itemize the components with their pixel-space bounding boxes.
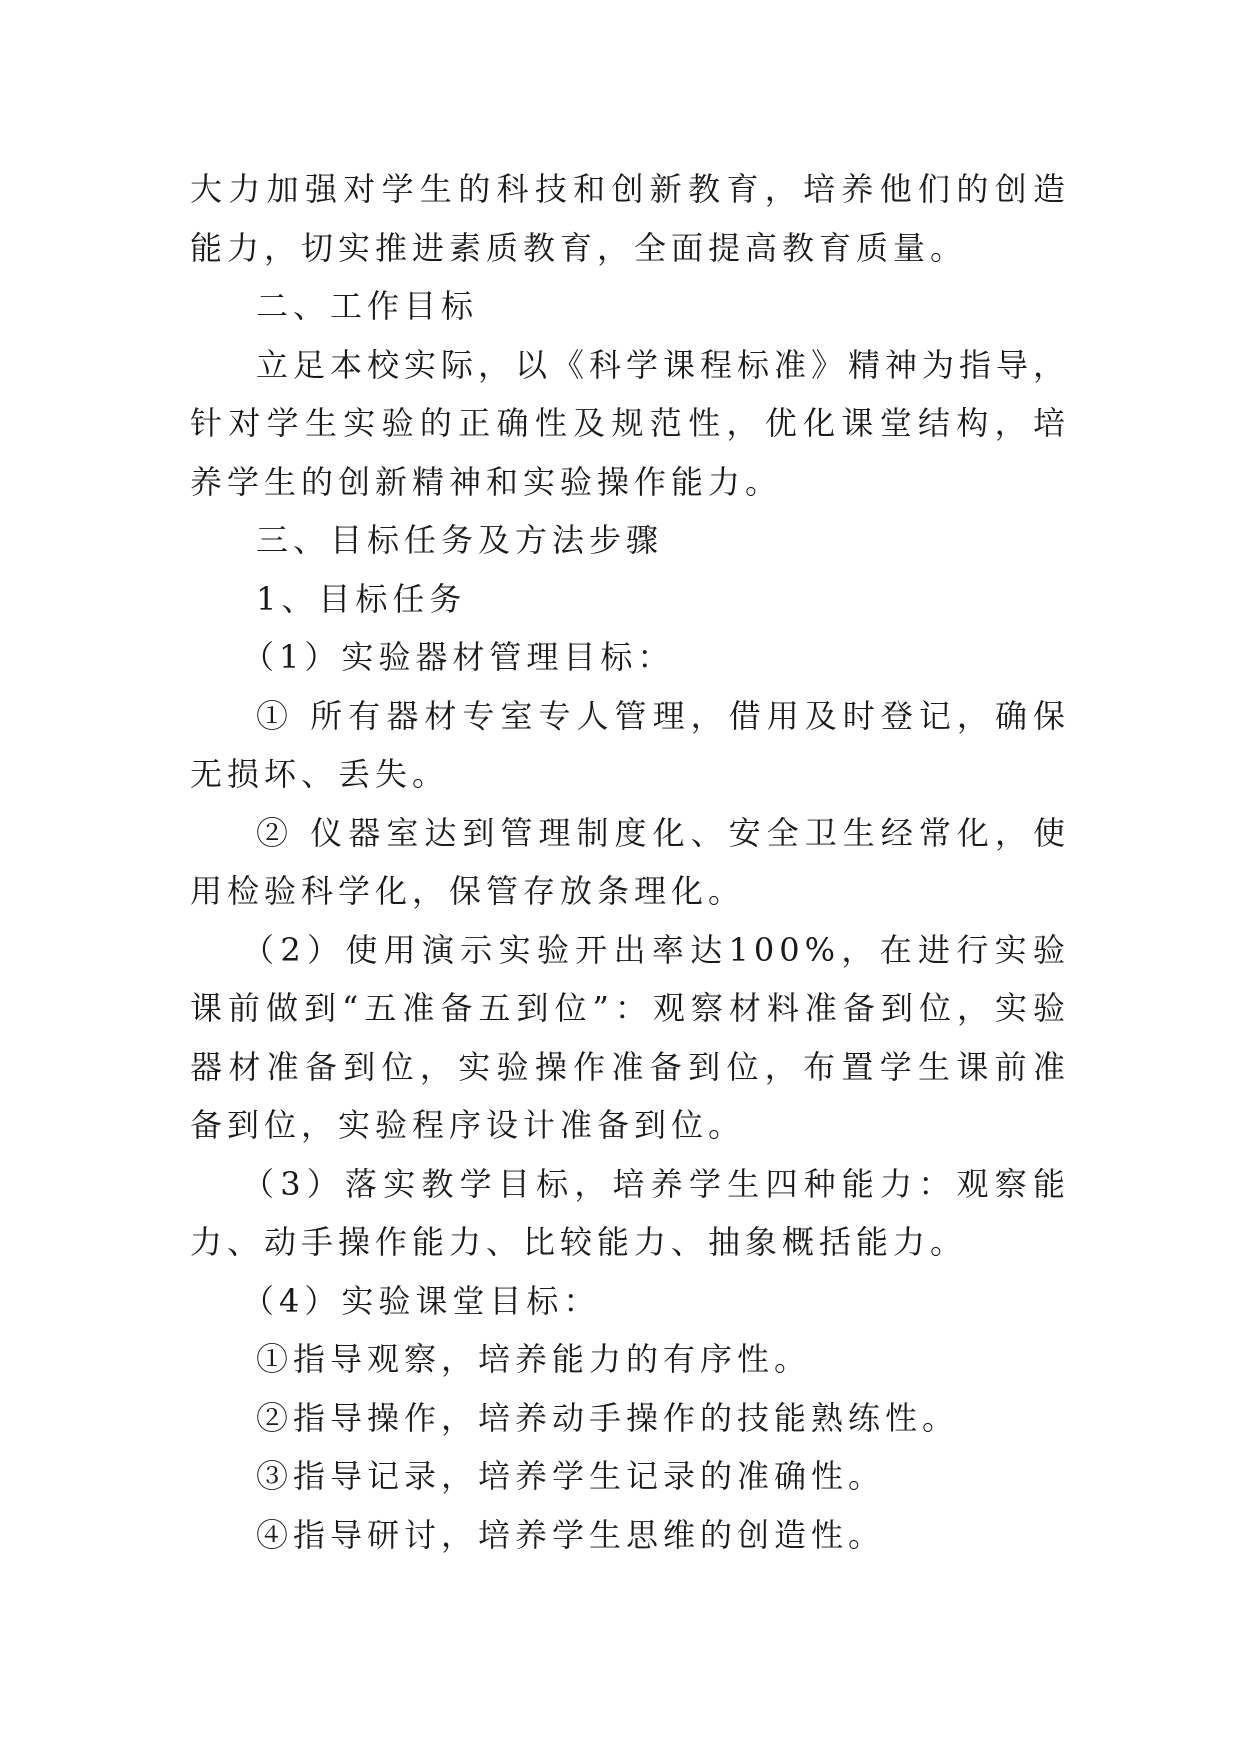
subitem-classroom-3: ③指导记录，培养学生记录的准确性。	[256, 1457, 886, 1495]
item-demo-experiments: （2）使用演示实验开出率达100%，在进行实验课前做到“五准备五到位”：观察材料准备到位，实验器材准备到位，实验操作准备到位，布置学生课前准备到位，实验程序设计准备到位。	[190, 930, 1070, 1144]
item-teaching-goals: （3）落实教学目标，培养学生四种能力：观察能力、动手操作能力、比较能力、抽象概括能力。	[190, 1164, 1070, 1261]
subitem-equipment-1: ① 所有器材专室专人管理，借用及时登记，确保无损坏、丢失。	[190, 696, 1070, 793]
section-heading-tasks-methods: 三、目标任务及方法步骤	[256, 521, 664, 559]
subitem-classroom-1: ①指导观察，培养能力的有序性。	[256, 1340, 812, 1378]
subitem-classroom-4: ④指导研讨，培养学生思维的创造性。	[256, 1515, 886, 1554]
item-classroom-goals: （4）实验课堂目标：	[242, 1281, 601, 1320]
document-body	[190, 160, 1070, 1564]
paragraph-work-goals: 立足本校实际，以《科学课程标准》精神为指导，针对学生实验的正确性及规范性，优化课堂结构，培养学生的创新精神和实验操作能力。	[190, 345, 1071, 501]
paragraph-intro-continued: 大力加强对学生的科技和创新教育，培养他们的创造能力，切实推进素质教育，全面提高教育质量。	[190, 170, 1070, 267]
item-equipment-management: （1）实验器材管理目标：	[242, 638, 675, 676]
subheading-target-tasks: 1、目标任务	[256, 579, 467, 618]
section-heading-work-goals: 二、工作目标	[256, 287, 479, 325]
subitem-classroom-2: ②指导操作，培养动手操作的技能熟练性。	[256, 1398, 960, 1437]
subitem-equipment-2: ② 仪器室达到管理制度化、安全卫生经常化，使用检验科学化，保管存放条理化。	[190, 813, 1070, 910]
